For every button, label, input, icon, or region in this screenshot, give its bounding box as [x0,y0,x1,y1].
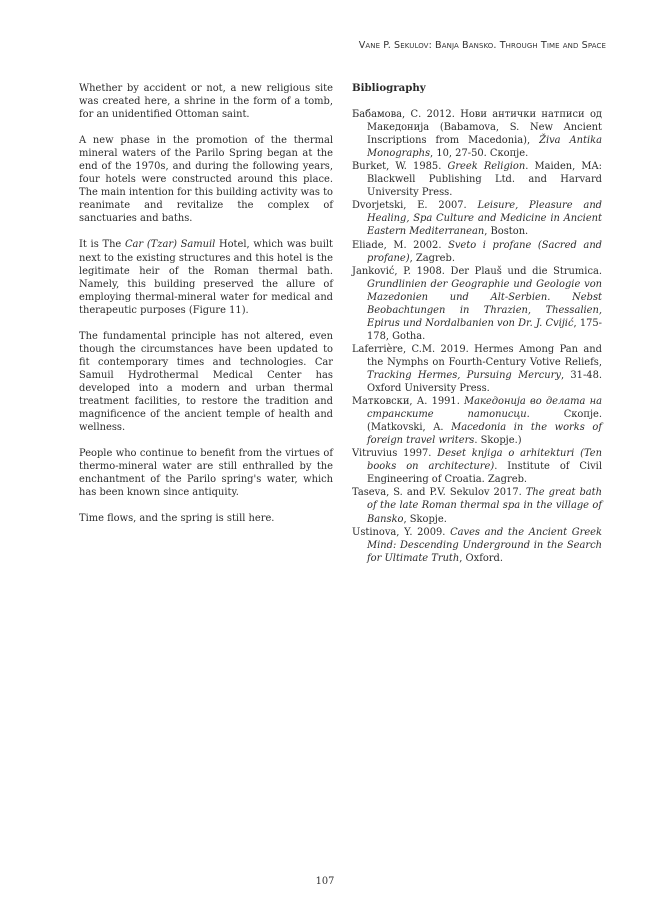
page-number: 107 [315,876,335,887]
bibliography-entry: Taseva, S. and P.V. Sekulov 2017. The great bath of the late Roman thermal spa in the village of Bansko, Skopje. [352,487,602,525]
body-paragraph: Time flows, and the spring is still here. [79,513,275,525]
bibliography-column [352,82,602,565]
body-paragraph: It is The Car (Tzar) Samuil Hotel, which was built next to the existing structures and this hotel is the legitimate heir of the Roman thermal bath. Namely, this building preserved the allure of employing thermal-mineral water for medical and therapeutic purposes (Figure 11). [79,239,333,316]
running-header: Vane P. Sekulov: Banja Bansko. Through Time and Space [358,40,606,51]
body-text-column [79,82,333,538]
body-paragraph: Whether by accident or not, a new religious site was created here, a shrine in the form of a tomb, for an unidentified Ottoman saint. [79,83,333,121]
bibliography-entry: Матковски, А. 1991. Македонија во делата на странските патописци. Скопје. (Matkovski, A. Macedonia in the works of foreign travel writers. Skopje.) [352,396,603,447]
bibliography-entry: Laferrière, C.M. 2019. Hermes Among Pan and the Nymphs on Fourth-Century Votive Reliefs, Tracking Hermes, Pursuing Mercury, 31-48. Oxford University Press. [352,343,602,395]
bibliography-entry: Burket, W. 1985. Greek Religion. Maiden, MA: Blackwell Publishing Ltd. and Harvard University Press. [352,161,602,199]
bibliography-entry: Eliade, M. 2002. Sveto i profane (Sacred and profane), Zagreb. [352,239,603,264]
body-paragraph: The fundamental principle has not altered, even though the circumstances have been updated to fit contemporary times and technologies. Car Samuil Hydrothermal Medical Center has developed into a modern and urban thermal treatment facilities, to restore the tradition and magnificence of the ancient temple of health and wellness. [79,330,333,434]
bibliography-entry: Dvorjetski, E. 2007. Leisure, Pleasure and Healing, Spa Culture and Medicine in Ancient Eastern Mediterranean, Boston. [352,200,602,238]
bibliography-entry: Vitruvius 1997. Deset knjiga o arhitekturi (Ten books on architecture). Institute of Civil Engineering of Croatia. Zagreb. [352,448,602,486]
body-paragraph: People who continue to benefit from the virtues of thermo-mineral water are still enthralled by the enchantment of the Parilo spring's water, which has been known since antiquity. [79,448,333,499]
bibliography-entry: Бабамова, С. 2012. Нови антички натписи од Македонија (Babamova, S. New Ancient Inscriptions from Macedonia), Živa Antika Monographs, 10, 27-50. Скопје. [352,109,602,160]
body-paragraph: A new phase in the promotion of the thermal mineral waters of the Parilo Spring began at the end of the 1970s, and during the following years, four hotels were constructed around this place. The main intention for this building activity was to reanimate and revitalize the complex of sanctuaries and baths. [79,135,333,225]
bibliography-entry: Ustinova, Y. 2009. Caves and the Ancient Greek Mind: Descending Underground in the Search for Ultimate Truth, Oxford. [352,526,602,564]
bibliography-entry: Janković, P. 1908. Der Plauš und die Strumica. Grundlinien der Geographie und Geologie von Mazedonien und Alt-Serbien. Nebst Beobachtungen in Thrazien, Thessalien, Epirus und Nordalbanien von Dr. J. Cvijić, 175-178, Gotha. [352,265,603,342]
bibliography-heading: Bibliography [352,82,426,94]
